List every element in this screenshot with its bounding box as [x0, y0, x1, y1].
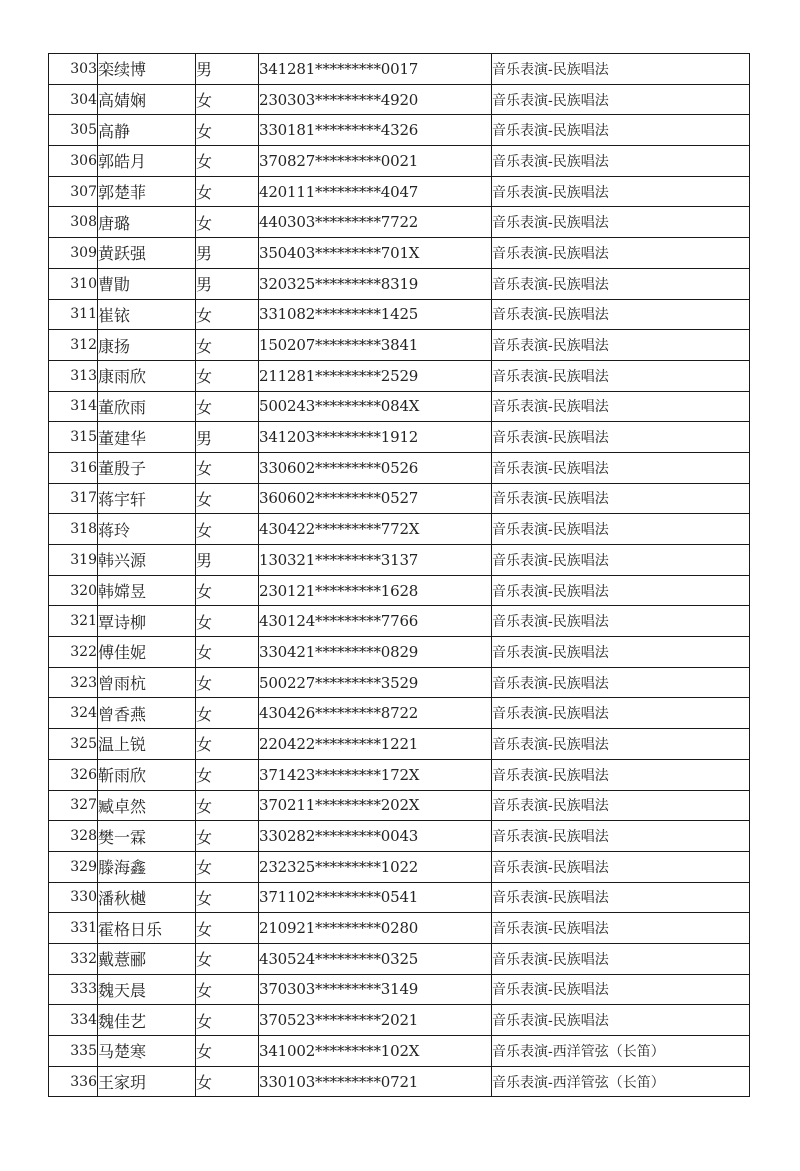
major: 音乐表演-民族唱法	[492, 483, 750, 514]
major: 音乐表演-民族唱法	[492, 360, 750, 391]
student-gender: 女	[196, 330, 259, 361]
major: 音乐表演-民族唱法	[492, 268, 750, 299]
row-number: 322	[49, 637, 98, 668]
masked-id-number: 430422*********772X	[259, 514, 492, 545]
student-gender: 女	[196, 943, 259, 974]
student-gender: 女	[196, 176, 259, 207]
student-name: 康雨欣	[98, 360, 196, 391]
student-name: 高婧娴	[98, 84, 196, 115]
major: 音乐表演-民族唱法	[492, 882, 750, 913]
table-row	[49, 575, 750, 606]
table-row	[49, 882, 750, 913]
major: 音乐表演-民族唱法	[492, 759, 750, 790]
student-gender: 女	[196, 575, 259, 606]
major: 音乐表演-民族唱法	[492, 115, 750, 146]
row-number: 333	[49, 974, 98, 1005]
major: 音乐表演-民族唱法	[492, 330, 750, 361]
student-name: 韩嫦昱	[98, 575, 196, 606]
student-gender: 男	[196, 422, 259, 453]
student-name: 栾续博	[98, 54, 196, 85]
masked-id-number: 210921*********0280	[259, 913, 492, 944]
student-gender: 女	[196, 606, 259, 637]
major: 音乐表演-民族唱法	[492, 606, 750, 637]
table-row	[49, 452, 750, 483]
roster-body	[49, 54, 750, 1097]
table-row	[49, 115, 750, 146]
masked-id-number: 331082*********1425	[259, 299, 492, 330]
major: 音乐表演-民族唱法	[492, 238, 750, 269]
table-row	[49, 545, 750, 576]
student-name: 马楚寒	[98, 1036, 196, 1067]
major: 音乐表演-民族唱法	[492, 913, 750, 944]
row-number: 324	[49, 698, 98, 729]
masked-id-number: 330181*********4326	[259, 115, 492, 146]
masked-id-number: 370211*********202X	[259, 790, 492, 821]
student-gender: 女	[196, 360, 259, 391]
table-row	[49, 391, 750, 422]
masked-id-number: 330602*********0526	[259, 452, 492, 483]
student-gender: 女	[196, 391, 259, 422]
table-row	[49, 1066, 750, 1097]
row-number: 304	[49, 84, 98, 115]
table-row	[49, 667, 750, 698]
major: 音乐表演-民族唱法	[492, 452, 750, 483]
masked-id-number: 330282*********0043	[259, 821, 492, 852]
student-gender: 女	[196, 452, 259, 483]
student-name: 戴薏郦	[98, 943, 196, 974]
row-number: 306	[49, 146, 98, 177]
student-gender: 男	[196, 238, 259, 269]
student-roster-table	[48, 53, 750, 1097]
masked-id-number: 420111*********4047	[259, 176, 492, 207]
table-row	[49, 360, 750, 391]
masked-id-number: 500243*********084X	[259, 391, 492, 422]
student-gender: 女	[196, 84, 259, 115]
table-row	[49, 176, 750, 207]
table-row	[49, 238, 750, 269]
major: 音乐表演-民族唱法	[492, 207, 750, 238]
student-gender: 女	[196, 1066, 259, 1097]
student-name: 高静	[98, 115, 196, 146]
student-gender: 女	[196, 974, 259, 1005]
masked-id-number: 230121*********1628	[259, 575, 492, 606]
table-row	[49, 54, 750, 85]
row-number: 320	[49, 575, 98, 606]
student-name: 温上锐	[98, 729, 196, 760]
student-gender: 女	[196, 729, 259, 760]
row-number: 309	[49, 238, 98, 269]
row-number: 323	[49, 667, 98, 698]
table-row	[49, 759, 750, 790]
student-gender: 女	[196, 637, 259, 668]
major: 音乐表演-民族唱法	[492, 943, 750, 974]
row-number: 315	[49, 422, 98, 453]
table-row	[49, 974, 750, 1005]
masked-id-number: 370303*********3149	[259, 974, 492, 1005]
student-gender: 男	[196, 54, 259, 85]
masked-id-number: 320325*********8319	[259, 268, 492, 299]
row-number: 317	[49, 483, 98, 514]
student-name: 曾雨杭	[98, 667, 196, 698]
masked-id-number: 220422*********1221	[259, 729, 492, 760]
row-number: 303	[49, 54, 98, 85]
student-gender: 女	[196, 698, 259, 729]
major: 音乐表演-民族唱法	[492, 422, 750, 453]
masked-id-number: 430426*********8722	[259, 698, 492, 729]
table-row	[49, 606, 750, 637]
masked-id-number: 370827*********0021	[259, 146, 492, 177]
row-number: 328	[49, 821, 98, 852]
masked-id-number: 150207*********3841	[259, 330, 492, 361]
student-gender: 女	[196, 667, 259, 698]
student-gender: 女	[196, 913, 259, 944]
row-number: 326	[49, 759, 98, 790]
student-name: 蒋玲	[98, 514, 196, 545]
student-name: 魏佳艺	[98, 1005, 196, 1036]
student-gender: 女	[196, 1005, 259, 1036]
row-number: 307	[49, 176, 98, 207]
student-name: 董殷子	[98, 452, 196, 483]
student-gender: 女	[196, 851, 259, 882]
student-gender: 女	[196, 115, 259, 146]
row-number: 319	[49, 545, 98, 576]
table-row	[49, 943, 750, 974]
student-gender: 男	[196, 268, 259, 299]
student-name: 樊一霖	[98, 821, 196, 852]
masked-id-number: 232325*********1022	[259, 851, 492, 882]
student-name: 臧卓然	[98, 790, 196, 821]
student-name: 曹勖	[98, 268, 196, 299]
student-name: 董建华	[98, 422, 196, 453]
table-row	[49, 729, 750, 760]
masked-id-number: 341281*********0017	[259, 54, 492, 85]
masked-id-number: 370523*********2021	[259, 1005, 492, 1036]
table-row	[49, 851, 750, 882]
major: 音乐表演-民族唱法	[492, 729, 750, 760]
student-gender: 女	[196, 790, 259, 821]
masked-id-number: 371423*********172X	[259, 759, 492, 790]
major: 音乐表演-民族唱法	[492, 637, 750, 668]
masked-id-number: 130321*********3137	[259, 545, 492, 576]
masked-id-number: 211281*********2529	[259, 360, 492, 391]
major: 音乐表演-民族唱法	[492, 514, 750, 545]
student-gender: 女	[196, 1036, 259, 1067]
student-name: 董欣雨	[98, 391, 196, 422]
row-number: 311	[49, 299, 98, 330]
student-gender: 女	[196, 483, 259, 514]
row-number: 334	[49, 1005, 98, 1036]
student-name: 霍格日乐	[98, 913, 196, 944]
masked-id-number: 430124*********7766	[259, 606, 492, 637]
table-row	[49, 913, 750, 944]
student-name: 魏天晨	[98, 974, 196, 1005]
table-row	[49, 330, 750, 361]
student-name: 韩兴源	[98, 545, 196, 576]
table-row	[49, 84, 750, 115]
student-name: 黄跃强	[98, 238, 196, 269]
student-name: 郭楚菲	[98, 176, 196, 207]
student-name: 崔铱	[98, 299, 196, 330]
student-name: 唐璐	[98, 207, 196, 238]
masked-id-number: 430524*********0325	[259, 943, 492, 974]
major: 音乐表演-民族唱法	[492, 667, 750, 698]
table-row	[49, 1036, 750, 1067]
row-number: 330	[49, 882, 98, 913]
masked-id-number: 440303*********7722	[259, 207, 492, 238]
major: 音乐表演-民族唱法	[492, 146, 750, 177]
row-number: 313	[49, 360, 98, 391]
major: 音乐表演-民族唱法	[492, 821, 750, 852]
major: 音乐表演-民族唱法	[492, 790, 750, 821]
major: 音乐表演-民族唱法	[492, 575, 750, 606]
student-gender: 女	[196, 882, 259, 913]
major: 音乐表演-民族唱法	[492, 391, 750, 422]
student-name: 潘秋樾	[98, 882, 196, 913]
table-row	[49, 207, 750, 238]
major: 音乐表演-民族唱法	[492, 84, 750, 115]
major: 音乐表演-民族唱法	[492, 54, 750, 85]
major: 音乐表演-民族唱法	[492, 698, 750, 729]
table-row	[49, 483, 750, 514]
student-name: 郭皓月	[98, 146, 196, 177]
student-name: 靳雨欣	[98, 759, 196, 790]
row-number: 316	[49, 452, 98, 483]
major: 音乐表演-民族唱法	[492, 1005, 750, 1036]
masked-id-number: 341203*********1912	[259, 422, 492, 453]
major: 音乐表演-民族唱法	[492, 176, 750, 207]
student-gender: 女	[196, 207, 259, 238]
table-row	[49, 1005, 750, 1036]
masked-id-number: 330103*********0721	[259, 1066, 492, 1097]
student-gender: 女	[196, 299, 259, 330]
student-gender: 女	[196, 821, 259, 852]
row-number: 318	[49, 514, 98, 545]
table-row	[49, 790, 750, 821]
masked-id-number: 341002*********102X	[259, 1036, 492, 1067]
row-number: 327	[49, 790, 98, 821]
masked-id-number: 230303*********4920	[259, 84, 492, 115]
row-number: 310	[49, 268, 98, 299]
student-gender: 女	[196, 146, 259, 177]
table-row	[49, 422, 750, 453]
masked-id-number: 360602*********0527	[259, 483, 492, 514]
major: 音乐表演-西洋管弦（长笛）	[492, 1036, 750, 1067]
table-row	[49, 637, 750, 668]
table-row	[49, 514, 750, 545]
table-row	[49, 299, 750, 330]
row-number: 335	[49, 1036, 98, 1067]
student-gender: 男	[196, 545, 259, 576]
student-name: 曾香燕	[98, 698, 196, 729]
major: 音乐表演-民族唱法	[492, 299, 750, 330]
table-row	[49, 146, 750, 177]
table-row	[49, 698, 750, 729]
student-gender: 女	[196, 759, 259, 790]
major: 音乐表演-民族唱法	[492, 851, 750, 882]
student-name: 傅佳妮	[98, 637, 196, 668]
masked-id-number: 350403*********701X	[259, 238, 492, 269]
row-number: 331	[49, 913, 98, 944]
masked-id-number: 500227*********3529	[259, 667, 492, 698]
student-name: 蒋宇轩	[98, 483, 196, 514]
row-number: 314	[49, 391, 98, 422]
major: 音乐表演-民族唱法	[492, 545, 750, 576]
row-number: 332	[49, 943, 98, 974]
row-number: 305	[49, 115, 98, 146]
row-number: 308	[49, 207, 98, 238]
row-number: 321	[49, 606, 98, 637]
row-number: 325	[49, 729, 98, 760]
major: 音乐表演-民族唱法	[492, 974, 750, 1005]
major: 音乐表演-西洋管弦（长笛）	[492, 1066, 750, 1097]
table-row	[49, 821, 750, 852]
student-name: 王家玥	[98, 1066, 196, 1097]
student-name: 滕海鑫	[98, 851, 196, 882]
row-number: 329	[49, 851, 98, 882]
table-row	[49, 268, 750, 299]
row-number: 336	[49, 1066, 98, 1097]
student-name: 覃诗柳	[98, 606, 196, 637]
masked-id-number: 371102*********0541	[259, 882, 492, 913]
student-name: 康扬	[98, 330, 196, 361]
row-number: 312	[49, 330, 98, 361]
masked-id-number: 330421*********0829	[259, 637, 492, 668]
student-gender: 女	[196, 514, 259, 545]
